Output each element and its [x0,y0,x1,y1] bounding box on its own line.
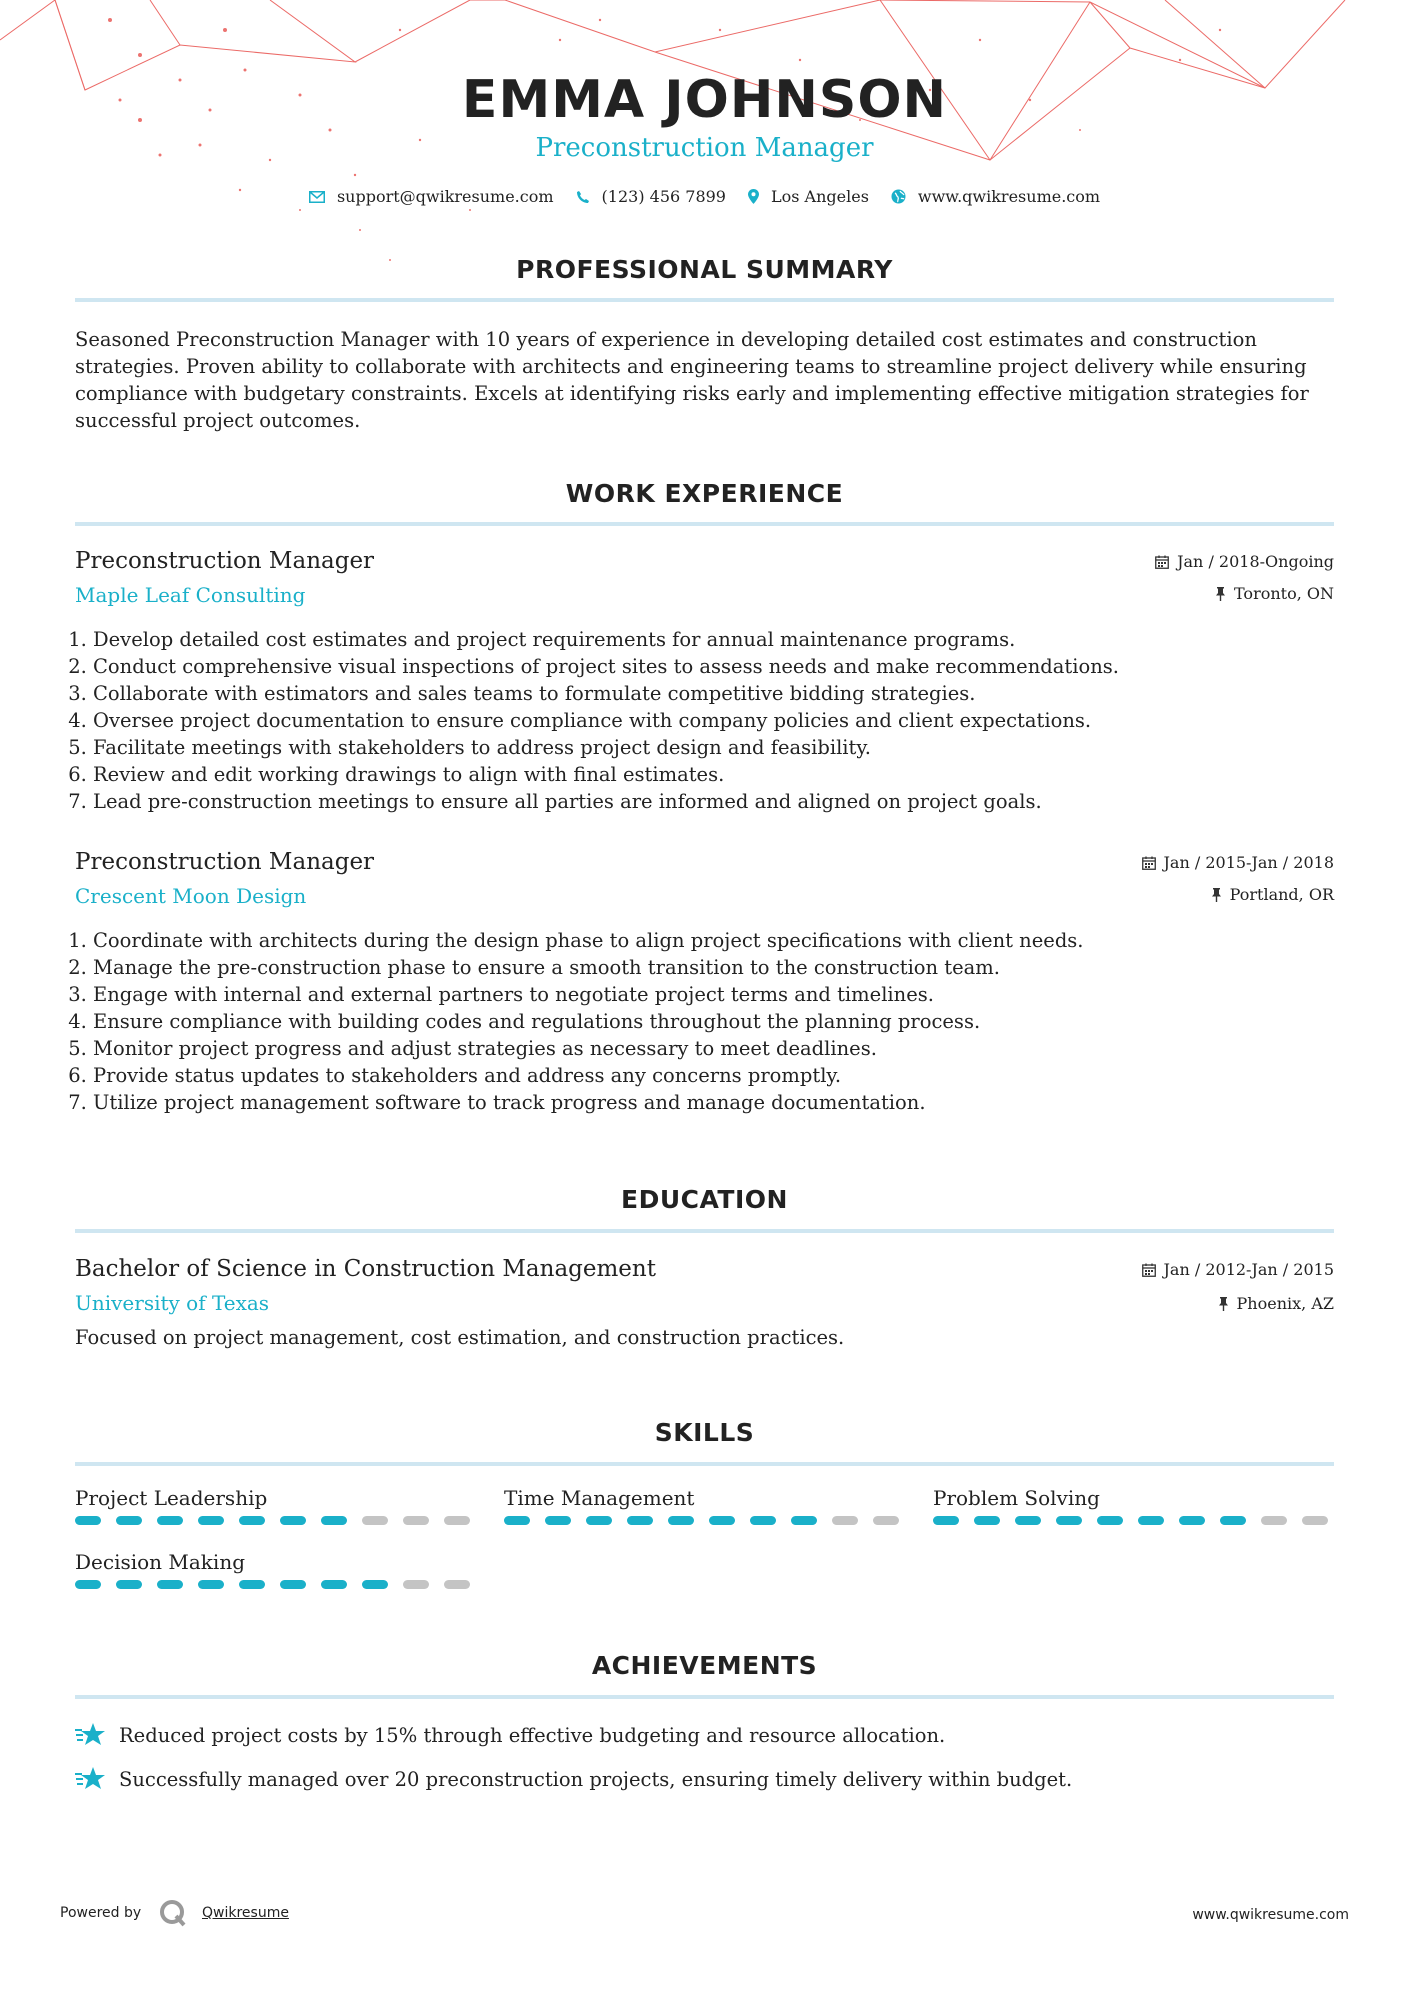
skill-dash-empty [832,1516,858,1525]
location-text: Los Angeles [770,187,869,206]
job-bullet: 1. Coordinate with architects during the design phase to align project specifications with client needs. [93,927,1352,954]
skill-dash-filled [974,1516,1000,1525]
contact-location [748,187,869,206]
education-heading: EDUCATION [621,1185,788,1214]
skill-dash-empty [444,1516,470,1525]
skill-item [75,1550,475,1589]
job-dates-text: Jan / 2018-Ongoing [1177,552,1334,571]
skill-dash-filled [75,1516,101,1525]
job-bullet: 7. Lead pre-construction meetings to ensure all parties are informed and aligned on project goals. [93,788,1352,815]
powered-by-label: Powered by [60,1905,142,1921]
skill-dash-filled [198,1580,224,1589]
skill-dash-filled [198,1516,224,1525]
skills-divider [75,1462,1334,1466]
star-icon [75,1765,107,1793]
education-location-text: Phoenix, AZ [1236,1294,1334,1313]
brand-link[interactable]: Qwikresume [202,1905,289,1921]
calendar-icon [1142,856,1156,870]
achievements-divider [75,1695,1334,1699]
pushpin-icon [1211,888,1222,902]
pushpin-icon [1215,587,1226,601]
job-location-text: Portland, OR [1229,885,1334,904]
job-bullets [75,626,1352,815]
skill-name: Time Management [504,1486,695,1510]
job-bullet: 3. Collaborate with estimators and sales teams to formulate competitive bidding strategies. [93,680,1352,707]
achievement-item [75,1721,945,1749]
skill-dash-filled [280,1516,306,1525]
candidate-title: Preconstruction Manager [535,133,874,163]
job-bullet: 6. Review and edit working drawings to align with final estimates. [93,761,1352,788]
job-bullet: 2. Manage the pre-construction phase to ensure a smooth transition to the construction team. [93,954,1352,981]
envelope-icon [309,191,325,203]
skill-dash-filled [116,1516,142,1525]
education-divider [75,1229,1334,1233]
achievement-text: Reduced project costs by 15% through effective budgeting and resource allocation. [119,1723,946,1747]
skill-level-bar [75,1516,475,1525]
skill-dash-filled [1220,1516,1246,1525]
skill-dash-filled [709,1516,735,1525]
skill-dash-filled [586,1516,612,1525]
calendar-icon [1142,1263,1156,1277]
skill-level-bar [504,1516,904,1525]
summary-divider [75,298,1334,302]
job-company: Crescent Moon Design [75,884,307,908]
skill-dash-filled [280,1580,306,1589]
email-text: support@qwikresume.com [336,187,554,206]
skill-dash-empty [444,1580,470,1589]
skill-dash-filled [157,1580,183,1589]
summary-text: Seasoned Preconstruction Manager with 10 years of experience in developing detailed cost estimates and construction strategies. Proven ability to collaborate with architects and engineering teams to streamline project delivery while ensuring compliance with budgetary constraints. Excels at identifying risks early and implementing effective mitigation strategies for successful project outcomes. [75,328,1309,432]
skill-dash-filled [545,1516,571,1525]
job-bullet: 5. Facilitate meetings with stakeholders to address project design and feasibility. [93,734,1352,761]
candidate-name: EMMA JOHNSON [461,70,948,130]
education-dates [1142,1260,1334,1279]
job-bullet: 1. Develop detailed cost estimates and project requirements for annual maintenance programs. [93,626,1352,653]
skill-dash-filled [239,1580,265,1589]
job-bullet: 2. Conduct comprehensive visual inspections of project sites to assess needs and make recommendations. [93,653,1352,680]
calendar-icon [1155,555,1169,569]
experience-heading: WORK EXPERIENCE [565,479,844,508]
job-bullet: 5. Monitor project progress and adjust strategies as necessary to meet deadlines. [93,1035,1352,1062]
star-icon [75,1721,107,1749]
job-dates [1142,853,1334,872]
skill-item [75,1486,475,1525]
skill-item [504,1486,904,1525]
contact-website[interactable] [891,187,1100,206]
skill-name: Decision Making [75,1550,246,1574]
job-location [1211,885,1334,904]
education-description: Focused on project management, cost estimation, and construction practices. [75,1326,845,1349]
skill-item [933,1486,1333,1525]
skill-dash-empty [873,1516,899,1525]
pushpin-icon [1218,1297,1229,1311]
school-name: University of Texas [75,1291,270,1315]
globe-icon [891,189,906,204]
skill-dash-filled [933,1516,959,1525]
job-bullet: 4. Oversee project documentation to ensure compliance with company policies and client expectations. [93,707,1352,734]
skill-dash-filled [116,1580,142,1589]
job-bullet: 4. Ensure compliance with building codes and regulations throughout the planning process. [93,1008,1352,1035]
skill-name: Problem Solving [933,1486,1100,1510]
skill-dash-filled [750,1516,776,1525]
job-company: Maple Leaf Consulting [75,583,306,607]
skill-dash-filled [321,1580,347,1589]
achievement-item [75,1765,1072,1793]
skill-dash-empty [403,1580,429,1589]
footer-url[interactable]: www.qwikresume.com [1192,1907,1349,1923]
skill-dash-filled [1138,1516,1164,1525]
job-bullet: 7. Utilize project management software to track progress and manage documentation. [93,1089,1352,1116]
skill-name: Project Leadership [75,1486,268,1510]
experience-divider [75,522,1334,526]
skill-dash-filled [1179,1516,1205,1525]
skill-dash-filled [1015,1516,1041,1525]
education-dates-text: Jan / 2012-Jan / 2015 [1163,1260,1334,1279]
job-location [1215,584,1334,603]
website-text: www.qwikresume.com [917,187,1101,206]
degree-title: Bachelor of Science in Construction Management [75,1256,656,1282]
skill-dash-filled [362,1580,388,1589]
job-bullet: 3. Engage with internal and external partners to negotiate project terms and timelines. [93,981,1352,1008]
contact-bar [75,187,1334,206]
footer [0,1895,1407,1935]
job-dates [1155,552,1334,571]
job-dates-text: Jan / 2015-Jan / 2018 [1163,853,1334,872]
skill-dash-filled [1056,1516,1082,1525]
phone-icon [576,190,590,204]
skill-level-bar [75,1580,475,1589]
achievements-heading: ACHIEVEMENTS [591,1651,818,1680]
job-title: Preconstruction Manager [75,849,375,875]
skill-dash-filled [157,1516,183,1525]
skill-dash-empty [403,1516,429,1525]
qwikresume-logo-icon [158,1898,188,1928]
skill-level-bar [933,1516,1333,1525]
contact-phone[interactable] [576,187,726,206]
contact-email[interactable] [309,187,554,206]
job-location-text: Toronto, ON [1234,584,1334,603]
phone-text: (123) 456 7899 [601,187,726,206]
job-title: Preconstruction Manager [75,548,375,574]
skill-dash-empty [1261,1516,1287,1525]
summary-heading: PROFESSIONAL SUMMARY [516,255,893,284]
education-location [1218,1294,1334,1313]
map-pin-icon [748,189,759,204]
skill-dash-filled [239,1516,265,1525]
skill-dash-filled [791,1516,817,1525]
job-bullets [75,927,1352,1116]
skill-dash-filled [1097,1516,1123,1525]
skills-heading: SKILLS [654,1418,755,1447]
job-bullet: 6. Provide status updates to stakeholders and address any concerns promptly. [93,1062,1352,1089]
skill-dash-filled [75,1580,101,1589]
skill-dash-empty [362,1516,388,1525]
skill-dash-filled [627,1516,653,1525]
skill-dash-filled [668,1516,694,1525]
skill-dash-empty [1302,1516,1328,1525]
skill-dash-filled [321,1516,347,1525]
achievement-text: Successfully managed over 20 preconstruction projects, ensuring timely delivery within budget. [119,1767,1073,1791]
skill-dash-filled [504,1516,530,1525]
